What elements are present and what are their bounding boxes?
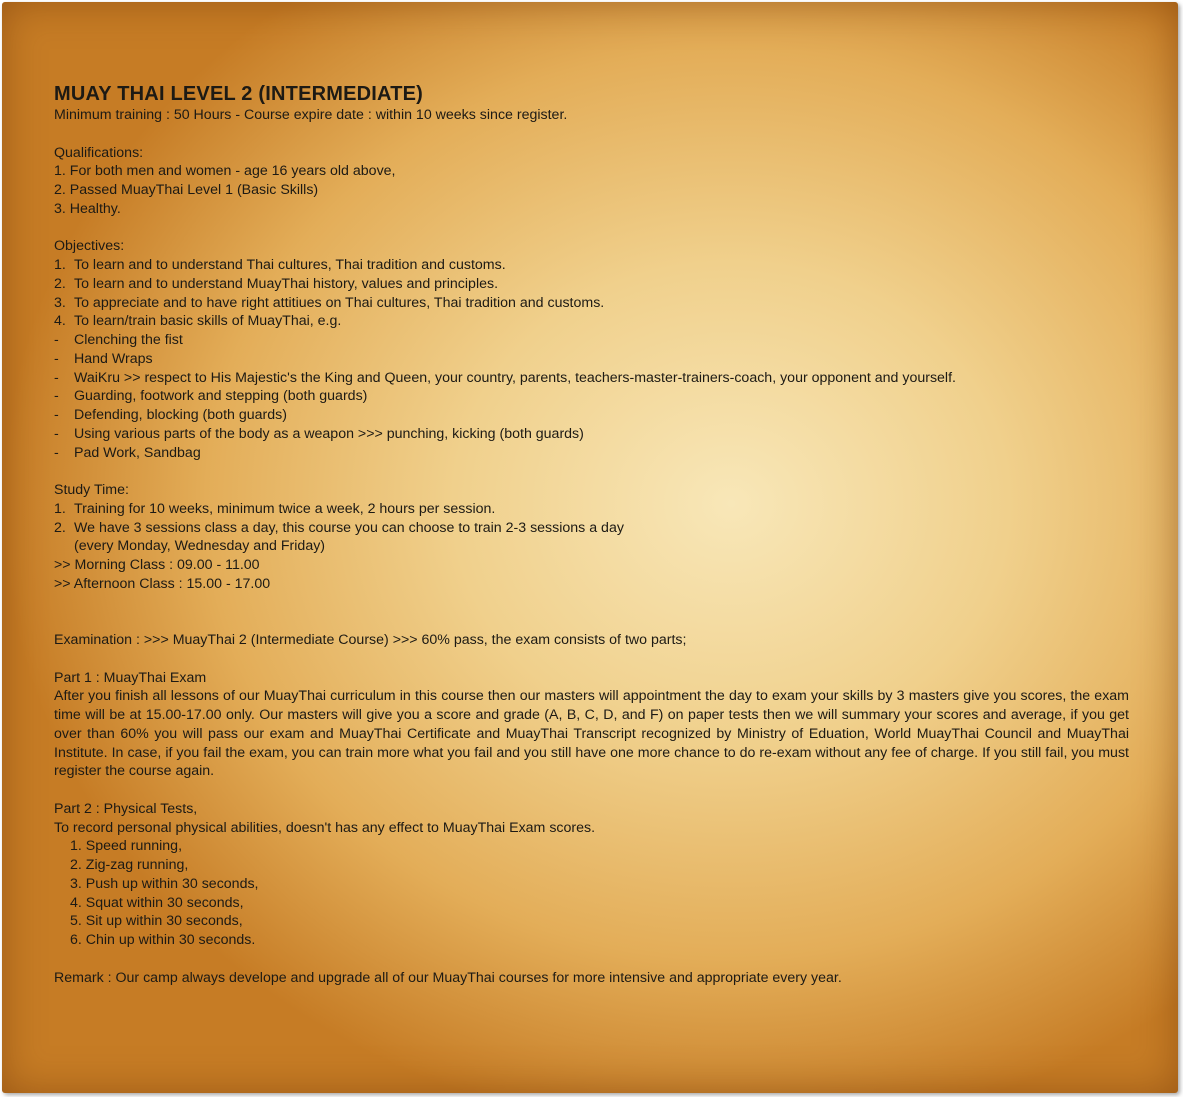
objective-number: 3. <box>54 294 66 311</box>
skill-text: WaiKru >> respect to His Majestic's the King and Queen, your country, parents, teachers-master-trainers-coach, your opponent and yourself. <box>74 369 956 386</box>
skill-text: Using various parts of the body as a weapon >>> punching, kicking (both guards) <box>74 425 584 442</box>
objective-text: To learn and to understand Thai cultures, Thai tradition and customs. <box>74 257 506 273</box>
examination-summary: Examination : >>> MuayThai 2 (Intermediate Course) >>> 60% pass, the exam consists of two parts; <box>54 632 687 648</box>
objective-item <box>54 312 1129 331</box>
qualification-item: 2. Passed MuayThai Level 1 (Basic Skills) <box>54 182 319 198</box>
qualifications-heading: Qualifications: <box>54 144 144 161</box>
morning-class: >> Morning Class : 09.00 - 11.00 <box>54 557 260 573</box>
objective-text: To learn and to understand MuayThai history, values and principles. <box>74 275 499 292</box>
skill-bullet <box>54 444 1129 463</box>
objective-number: 1. <box>54 257 66 273</box>
bullet-dash: - <box>54 332 59 348</box>
objective-item <box>54 256 1129 275</box>
course-document <box>54 82 1129 987</box>
bullet-dash: - <box>54 444 59 461</box>
bullet-dash: - <box>54 388 59 405</box>
skill-bullet <box>54 387 1129 406</box>
skill-bullet <box>54 350 1129 369</box>
part2-heading: Part 2 : Physical Tests, <box>54 800 198 817</box>
part1-heading: Part 1 : MuayThai Exam <box>54 669 207 686</box>
study-time-item <box>54 519 1129 538</box>
skill-text: Pad Work, Sandbag <box>74 444 201 461</box>
physical-test-item: 6. Chin up within 30 seconds. <box>70 932 256 948</box>
objective-number: 4. <box>54 313 66 330</box>
objective-item <box>54 294 1129 313</box>
course-subtitle: Minimum training : 50 Hours - Course expire date : within 10 weeks since register. <box>54 107 568 123</box>
skill-bullet <box>54 369 1129 388</box>
physical-test-item: 5. Sit up within 30 seconds, <box>70 913 243 930</box>
bullet-dash: - <box>54 425 59 442</box>
study-time-text: We have 3 sessions class a day, this course you can choose to train 2-3 sessions a day <box>74 519 624 536</box>
skill-text: Hand Wraps <box>74 350 153 367</box>
qualification-item: 3. Healthy. <box>54 200 121 217</box>
study-time-heading: Study Time: <box>54 482 129 498</box>
skill-text: Clenching the fist <box>74 332 183 348</box>
skill-text: Guarding, footwork and stepping (both guards) <box>74 388 368 405</box>
course-title: MUAY THAI LEVEL 2 (INTERMEDIATE) <box>54 83 424 105</box>
physical-test-item: 3. Push up within 30 seconds, <box>70 875 259 892</box>
objective-text: To appreciate and to have right attitiues on Thai cultures, Thai tradition and customs. <box>74 294 605 311</box>
study-time-number: 2. <box>54 519 66 536</box>
skill-bullet <box>54 331 1129 350</box>
bullet-dash: - <box>54 369 59 386</box>
physical-test-item: 2. Zig-zag running, <box>70 857 189 873</box>
part2-intro: To record personal physical abilities, doesn't has any effect to MuayThai Exam scores. <box>54 819 596 836</box>
study-time-item <box>54 500 1129 519</box>
physical-test-item: 1. Speed running, <box>70 838 183 855</box>
objectives-heading: Objectives: <box>54 238 125 255</box>
part1-body: After you finish all lessons of our MuayThai curriculum in this course then our masters will appointment the day to exam your skills by 3 masters give you scores, the exam time will be at 15.00-17.00 only. Our masters will give you a score and grade (A, B, C, D, and F) on paper tests then we will summary your scores and average, if you get over than 60% you will pass our exam and MuayThai Certificate and MuayThai Transcript recognized by Ministry of Eduation, World MuayThai Council and MuayThai Institute. In case, if you fail the exam, you can train more what you fail and you still have one more chance to do re-exam without any fee of charge. If you still fail, you must register the course again. <box>54 688 1129 780</box>
skill-text: Defending, blocking (both guards) <box>74 407 287 423</box>
skill-bullet <box>54 406 1129 425</box>
skill-bullet <box>54 425 1129 444</box>
physical-test-item: 4. Squat within 30 seconds, <box>70 894 244 911</box>
bullet-dash: - <box>54 407 59 423</box>
study-time-text: Training for 10 weeks, minimum twice a week, 2 hours per session. <box>74 500 496 517</box>
objective-number: 2. <box>54 275 66 292</box>
objective-text: To learn/train basic skills of MuayThai, e.g. <box>74 313 342 330</box>
objective-item <box>54 275 1129 294</box>
afternoon-class: >> Afternoon Class : 15.00 - 17.00 <box>54 575 271 592</box>
study-time-continuation: (every Monday, Wednesday and Friday) <box>74 538 326 555</box>
remark: Remark : Our camp always develope and upgrade all of our MuayThai courses for more intensive and appropriate every year. <box>54 969 842 986</box>
qualification-item: 1. For both men and women - age 16 years old above, <box>54 163 396 180</box>
bullet-dash: - <box>54 350 59 367</box>
study-time-number: 1. <box>54 500 66 517</box>
